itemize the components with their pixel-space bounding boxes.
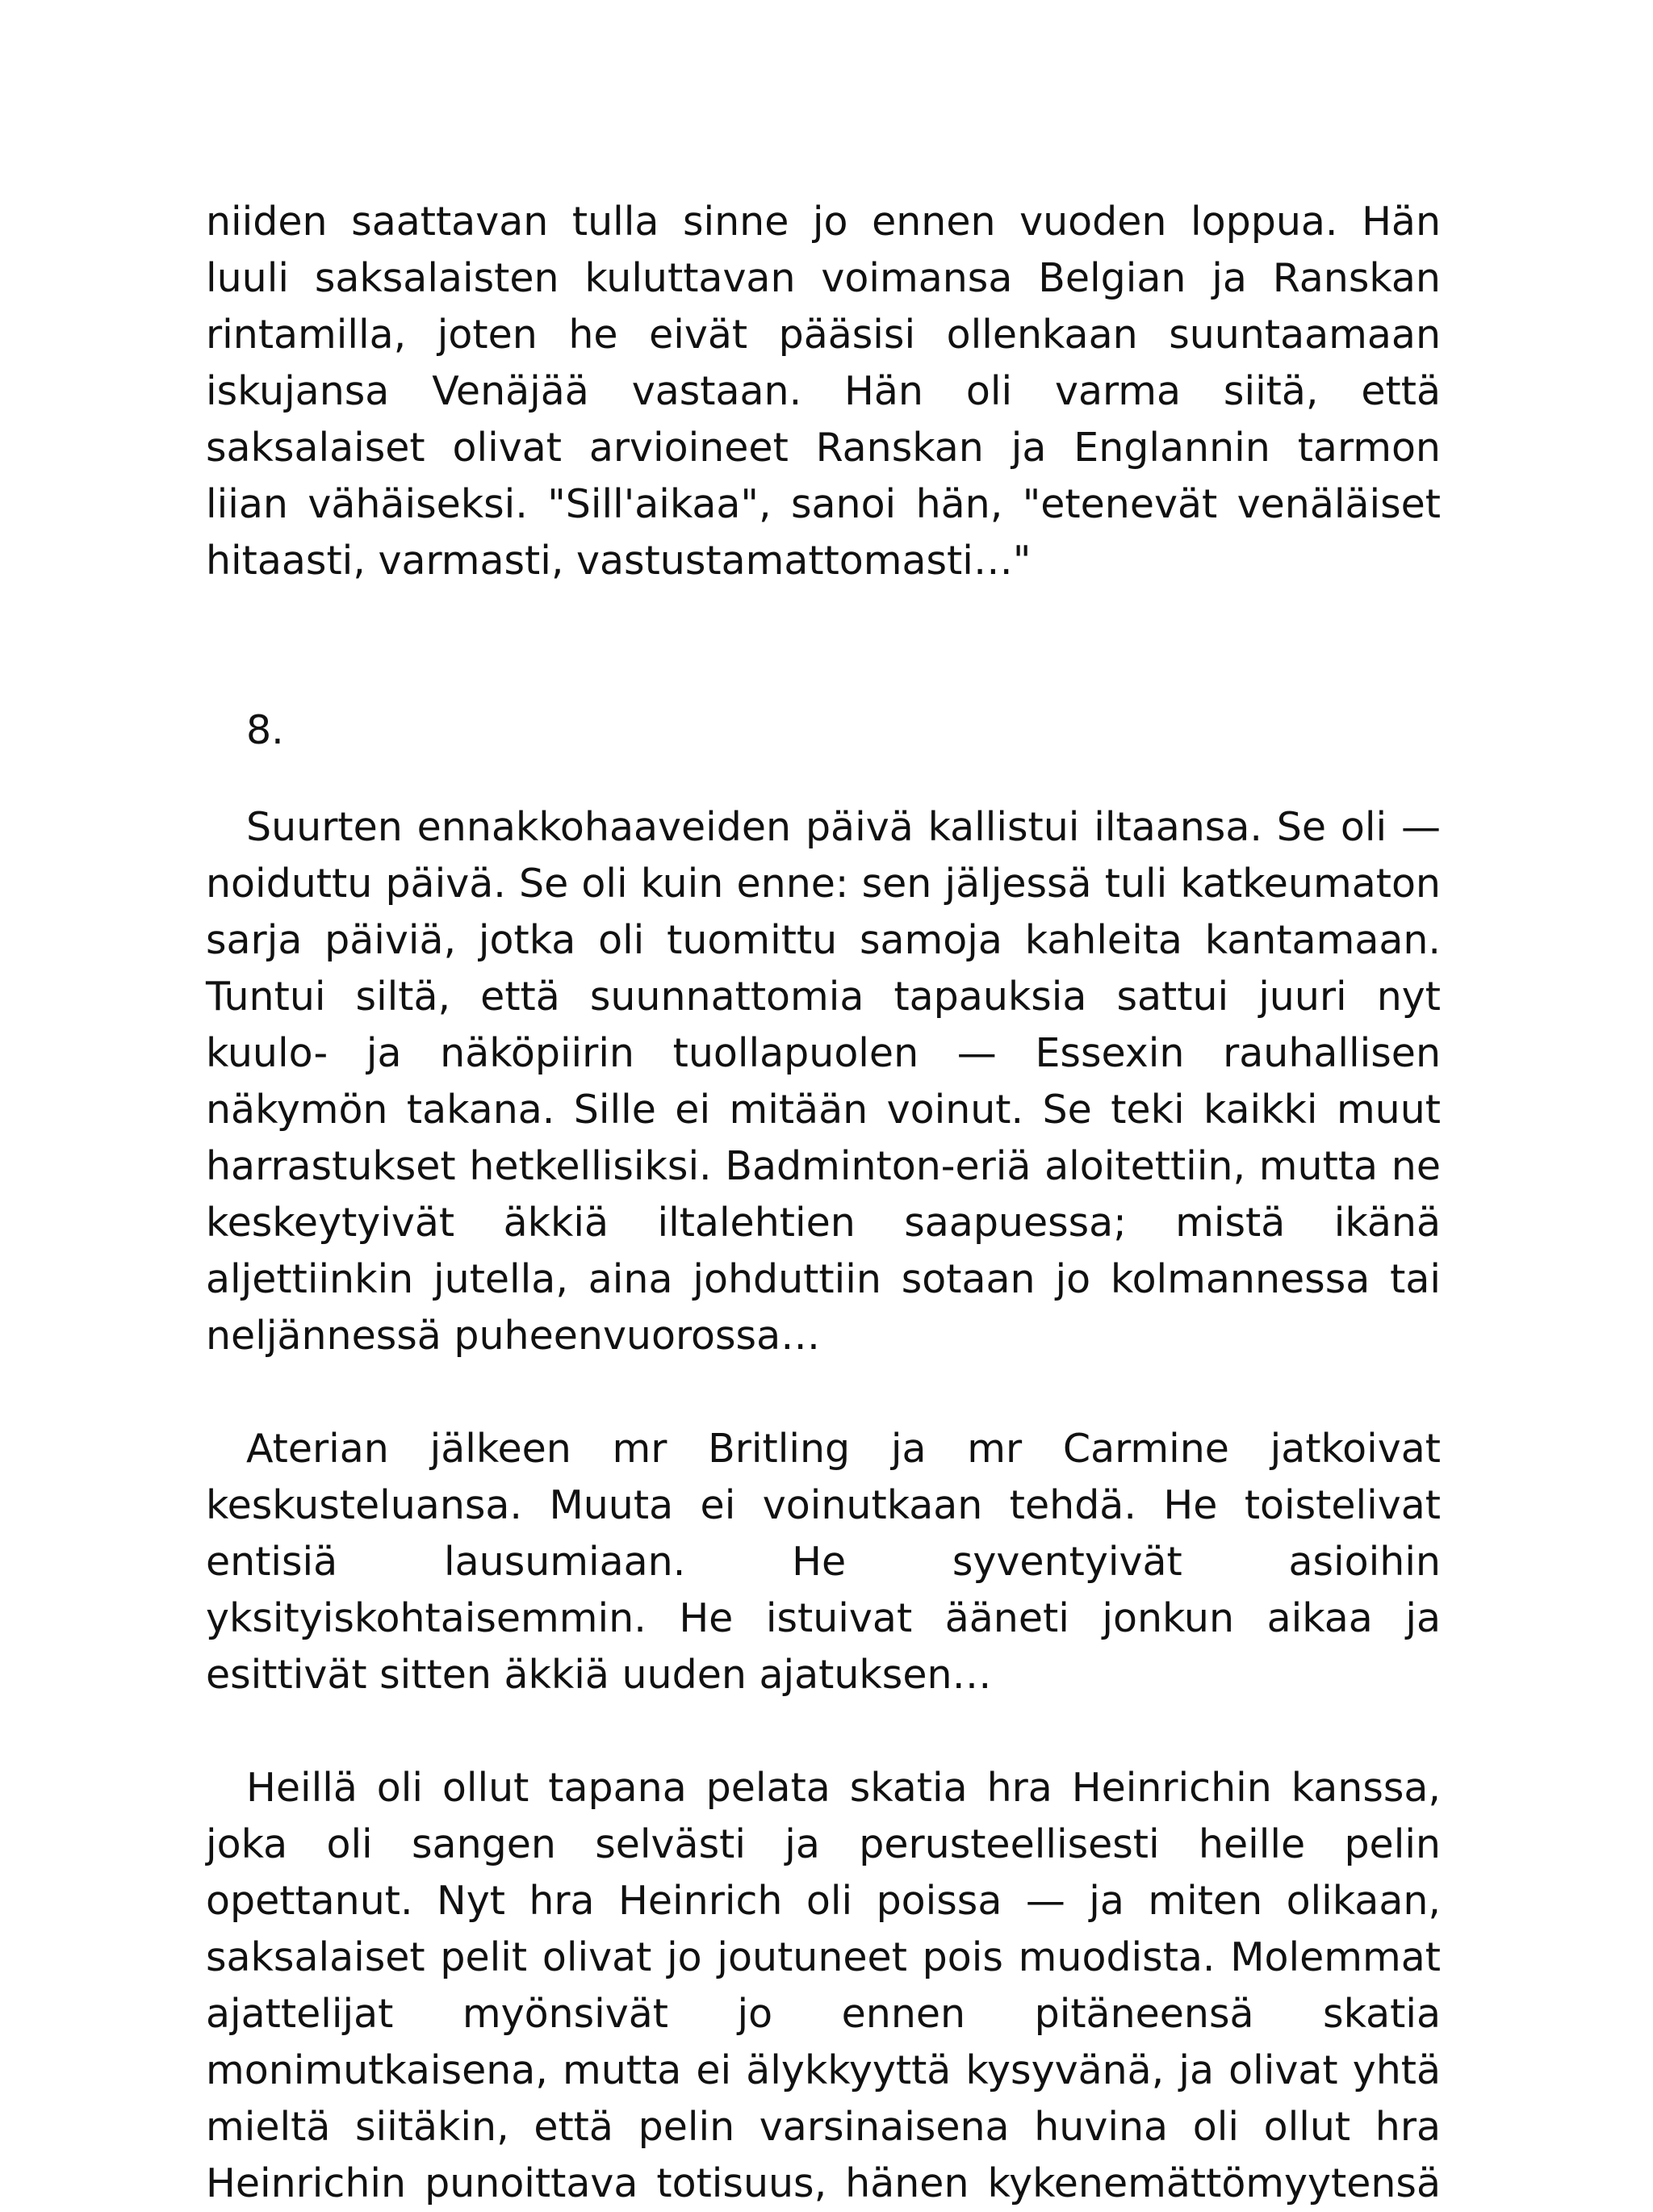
paragraph-continuation: niiden saattavan tulla sinne jo ennen vuoden loppua. Hän luuli saksalaisten kuluttavan voimansa Belgian ja Ranskan rintamilla, joten he eivät pääsisi ollenkaan suuntaamaan iskujansa Venäjää vastaan. Hän oli varma siitä, että saksalaiset olivat arvioineet Ranskan ja Englannin tarmon liian vähäiseksi. "Sill'aikaa", sanoi hän, "etenevät venäläiset hitaasti, varmasti, vastustamattomasti…" xyxy=(206,199,1441,584)
paragraph-3: Heillä oli ollut tapana pelata skatia hra Heinrichin kanssa, joka oli sangen selvästi ja perusteellisesti heille pelin opettanut. Nyt hra Heinrich oli poissa — ja miten olikaan, saksalaiset pelit olivat jo joutuneet pois muodista. Molemmat ajattelijat myönsivät jo ennen pitäneensä skatia monimutkaisena, mutta ei älykkyyttä kysyvänä, ja olivat yhtä mieltä siitäkin, että pelin varsinaisena huvina oli ollut hra Heinrichin punoittava totisuus, hänen kykenemättömyytensä xyxy=(206,1765,1441,2206)
paragraph-2: Aterian jälkeen mr Britling ja mr Carmine jatkoivat keskusteluansa. Muuta ei voinutkaan tehdä. He toistelivat entisiä lausumiaan. He syventyivät asioihin yksityiskohtaisemmin. He istuivat ääneti jonkun aikaa ja esittivät sitten äkkiä uuden ajatuksen… xyxy=(206,1426,1441,1698)
paragraph-1: Suurten ennakkohaaveiden päivä kallistui iltaansa. Se oli — noiduttu päivä. Se oli kuin enne: sen jäljessä tuli katkeumaton sarja päiviä, jotka oli tuomittu samoja kahleita kantamaan. Tuntui siltä, että suunnattomia tapauksia sattui juuri nyt kuulo- ja näköpiirin tuollapuolen — Essexin rauhallisen näkymön takana. Sille ei mitään voinut. Se teki kaikki muut harrastukset hetkellisiksi. Badminton-eriä aloitettiin, mutta ne keskeytyivät äkkiä iltalehtien saapuessa; mistä ikänä aljettiinkin jutella, aina johduttiin sotaan jo kolmannessa tai neljännessä puheenvuorossa… xyxy=(206,804,1441,1359)
chapter-heading: 8. xyxy=(246,707,284,753)
document-page xyxy=(206,194,1441,2212)
